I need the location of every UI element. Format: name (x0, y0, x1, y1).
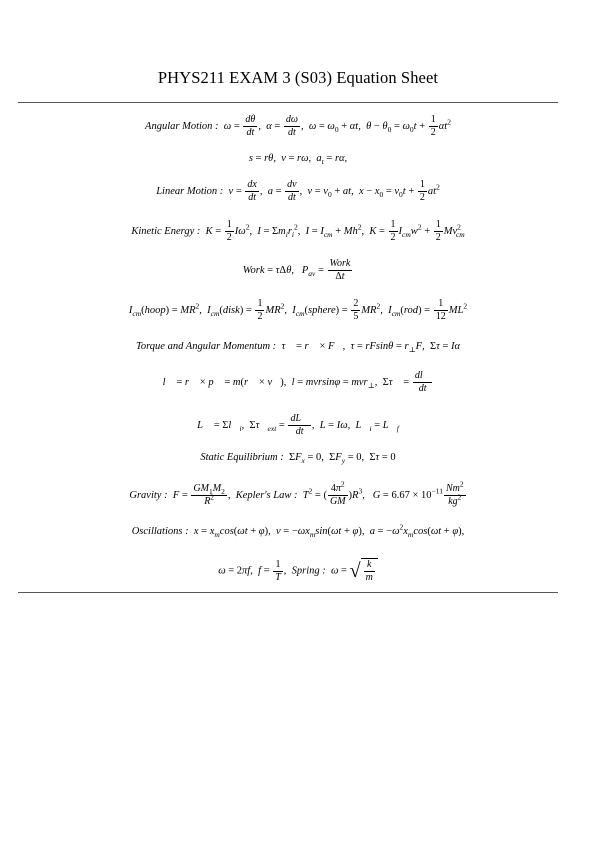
equation-angular-momentum: l⃗ = r⃗ × p⃗ = m(r⃗ × v⃗), l = mvrsinφ = mvr$_\perp$, Στ⃗ = $\frac{dl⃗}{dt}$ (162, 370, 431, 394)
label-kinetic-energy: Kinetic Energy : (131, 225, 201, 237)
label-static-equilibrium: Static Equilibrium : (200, 452, 284, 463)
equation-static-equilibrium: Static Equilibrium : $\Sigma F_x = 0$, $\Sigma F_y = 0$, Στ = 0 (200, 452, 396, 466)
equation-gravity: Gravity : F = $\frac{GM_1M_2}{R^2}$ , Kepler's Law : $T^2$ = ( $\frac{4\pi^2}{GM}$ )$R^3$, $G = 6.67 \times 10^{-11}$ $\frac{Nm^2}{kg^2}$ (129, 479, 464, 507)
label-spring: Spring : (291, 565, 326, 577)
equation-moments-of-inertia: $I_{cm}(hoop) = MR^2$, $I_{cm}(disk)$ = $\frac{1}{2}$ $MR^2$, $I_{cm}(sphere)$ = $\frac{2}{5}$ $MR^2$, $I_{cm}(rod)$ = $\frac{1}{12}$ $ML^2$ (128, 298, 468, 322)
label-gravity: Gravity : (129, 489, 168, 501)
equation-linear-motion: Linear Motion : v = $\frac{dx}{dt}$ , a = $\frac{dv}{dt}$ , $v = v_0$ + at, $x - x_0 = v_0t$ + $\frac{1}{2}$ $at^2$ (156, 179, 440, 203)
equation-kinetic-energy: Kinetic Energy : K = $\frac{1}{2}$ $I\omega^2$, $I = \Sigma m_ir_i^2$, $I = I_{cm} + Mh^2$, K = $\frac{1}{2}$ $I_{cm}w^2$ + $\frac{1}{2}$ $Mv^2_{cm}$ (131, 219, 465, 243)
equation-angular-motion: Angular Motion : ω = $\frac{d\theta}{dt}$ , α = $\frac{d\omega}{dt}$ , $\omega = \omega_0 + \alpha t$, $\theta - \theta_0 = \omega_0t$ + $\frac{1}{2}$ $\alpha t^2$ (145, 114, 451, 138)
bottom-divider (18, 592, 558, 593)
sqrt-symbol: √ $\frac{k}{m}$ (350, 558, 378, 584)
label-torque-angular-momentum: Torque and Angular Momentum : (135, 341, 277, 352)
equation-spring: ω = 2πf, f = $\frac{1}{T}$ , Spring : ω = √ $\frac{k}{m}$ (0, 558, 596, 584)
top-divider (18, 102, 558, 103)
label-linear-motion: Linear Motion : (156, 185, 224, 197)
label-angular-motion: Angular Motion : (145, 120, 219, 132)
equation-angular-relations: s = rθ, v = rω, $a_t = r\alpha$, (248, 153, 348, 167)
label-keplers-law: Kepler's Law : (235, 489, 298, 501)
page-title: PHYS211 EXAM 3 (S03) Equation Sheet (157, 68, 439, 87)
label-oscillations: Oscillations : (131, 526, 189, 537)
equation-total-angular-momentum: L⃗ = $\Sigma l⃗_i$, $\Sigma\tau⃗_{ext}$ = $\frac{dL⃗}{dt}$ , L = Iω, $L⃗_i$ = $L⃗_f$ (197, 413, 399, 437)
equation-oscillations: Oscillations : $x = x_m\cos(\omega t + \varphi)$, $v = -\omega x_m\sin(\omega t + \varphi)$, $a = -\omega^2x_m\cos(\omega t + \varphi)$, (131, 522, 465, 540)
equation-work-power: Work = τΔθ, $P_{av}$ = $\frac{\text{Work}}{\Delta t}$ (242, 258, 351, 282)
equation-torque: Torque and Angular Momentum : τ⃗ = r⃗ × F⃗, $\tau = rFsin\theta = r_\perp F$, Στ = Iα (135, 341, 461, 355)
